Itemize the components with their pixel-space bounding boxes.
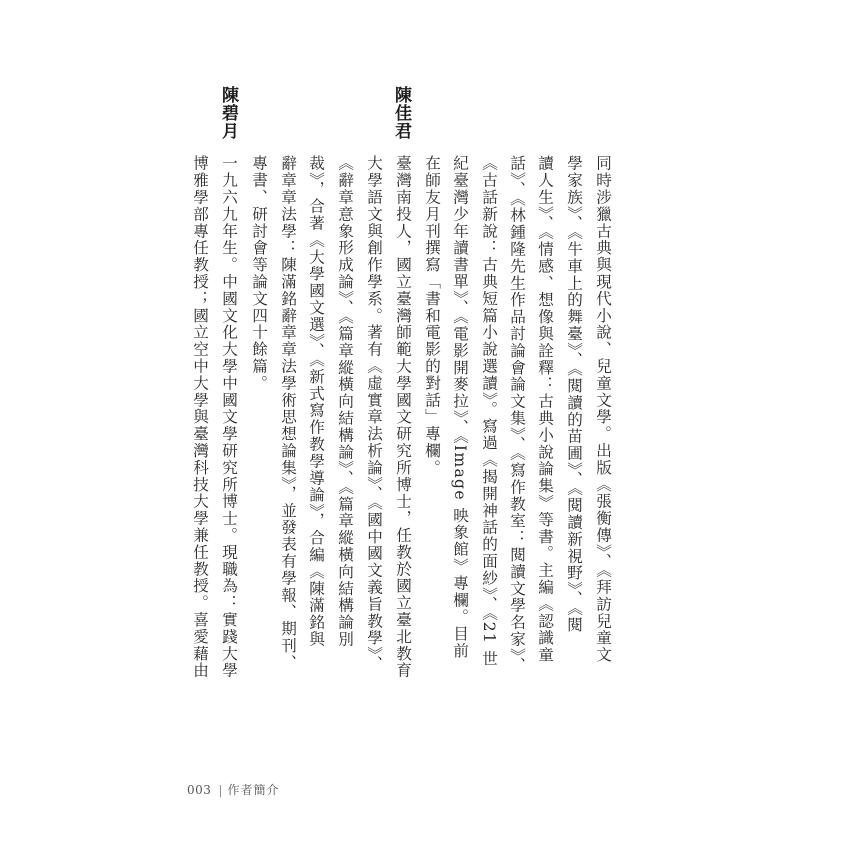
section-title: 作者簡介 xyxy=(227,783,280,797)
bio-column: 大學語文與創作學系。著有《虛實章法析論》、《國中國文義旨教學》、 xyxy=(365,155,383,673)
page-number: 003 xyxy=(187,783,212,797)
bio-column: 紀臺灣少年讀書單》、《電影開麥拉》、《Image 映象館》專欄。目前 xyxy=(451,155,469,660)
author-name-chen-bi-yue: 陳碧月 xyxy=(218,86,238,140)
bio-column: 辭章章法學：陳滿銘辭章章法學術思想論集》，並發表有學報、期刊、 xyxy=(279,155,297,672)
bio-column: 一九六九年生。中國文化大學中國文學研究所博士。現職為：實踐大學 xyxy=(220,155,238,679)
bio-column: 《古話新說：古典短篇小說選讀》。寫過《揭開神話的面紗》、《21 世 xyxy=(480,155,498,668)
bio-column: 臺灣南投人，國立臺灣師範大學國文研究所博士，任教於國立臺北教育 xyxy=(394,155,412,679)
bio-column: 學家族》、《牛車上的舞臺》、《閱讀的苗圃》、《閱讀新視野》、《閱 xyxy=(565,155,583,634)
bio-column: 話》、《林鍾隆先生作品討論會論文集》、《寫作教室：閱讀文學名家》、 xyxy=(508,155,526,674)
bio-column: 在師友月刊撰寫「書和電影的對話」專欄。 xyxy=(423,155,441,477)
footer-separator: | xyxy=(218,783,223,797)
bio-column: 裁》，合著《大學國文選》、《新式寫作教學導論》，合編《陳滿銘與 xyxy=(307,155,325,648)
author-name-chen-chia-chun: 陳佳君 xyxy=(391,86,411,140)
bio-column: 專書、研討會等論文四十餘篇。 xyxy=(250,155,268,392)
page-footer xyxy=(187,781,279,798)
bio-column: 同時涉獵古典與現代小說、兒童文學。出版《張衡傳》、《拜訪兒童文 xyxy=(594,155,612,664)
bio-column: 讀人生》、《情感、想像與詮釋：古典小說論集》等書。主編《認識童 xyxy=(536,155,554,664)
bio-column: 《辭章意象形成論》、《篇章縱橫向結構論》、《篇章縱橫向結構論別 xyxy=(336,155,354,648)
bio-column: 博雅學部專任教授；國立空中大學與臺灣科技大學兼任教授。喜愛藉由 xyxy=(191,155,209,679)
